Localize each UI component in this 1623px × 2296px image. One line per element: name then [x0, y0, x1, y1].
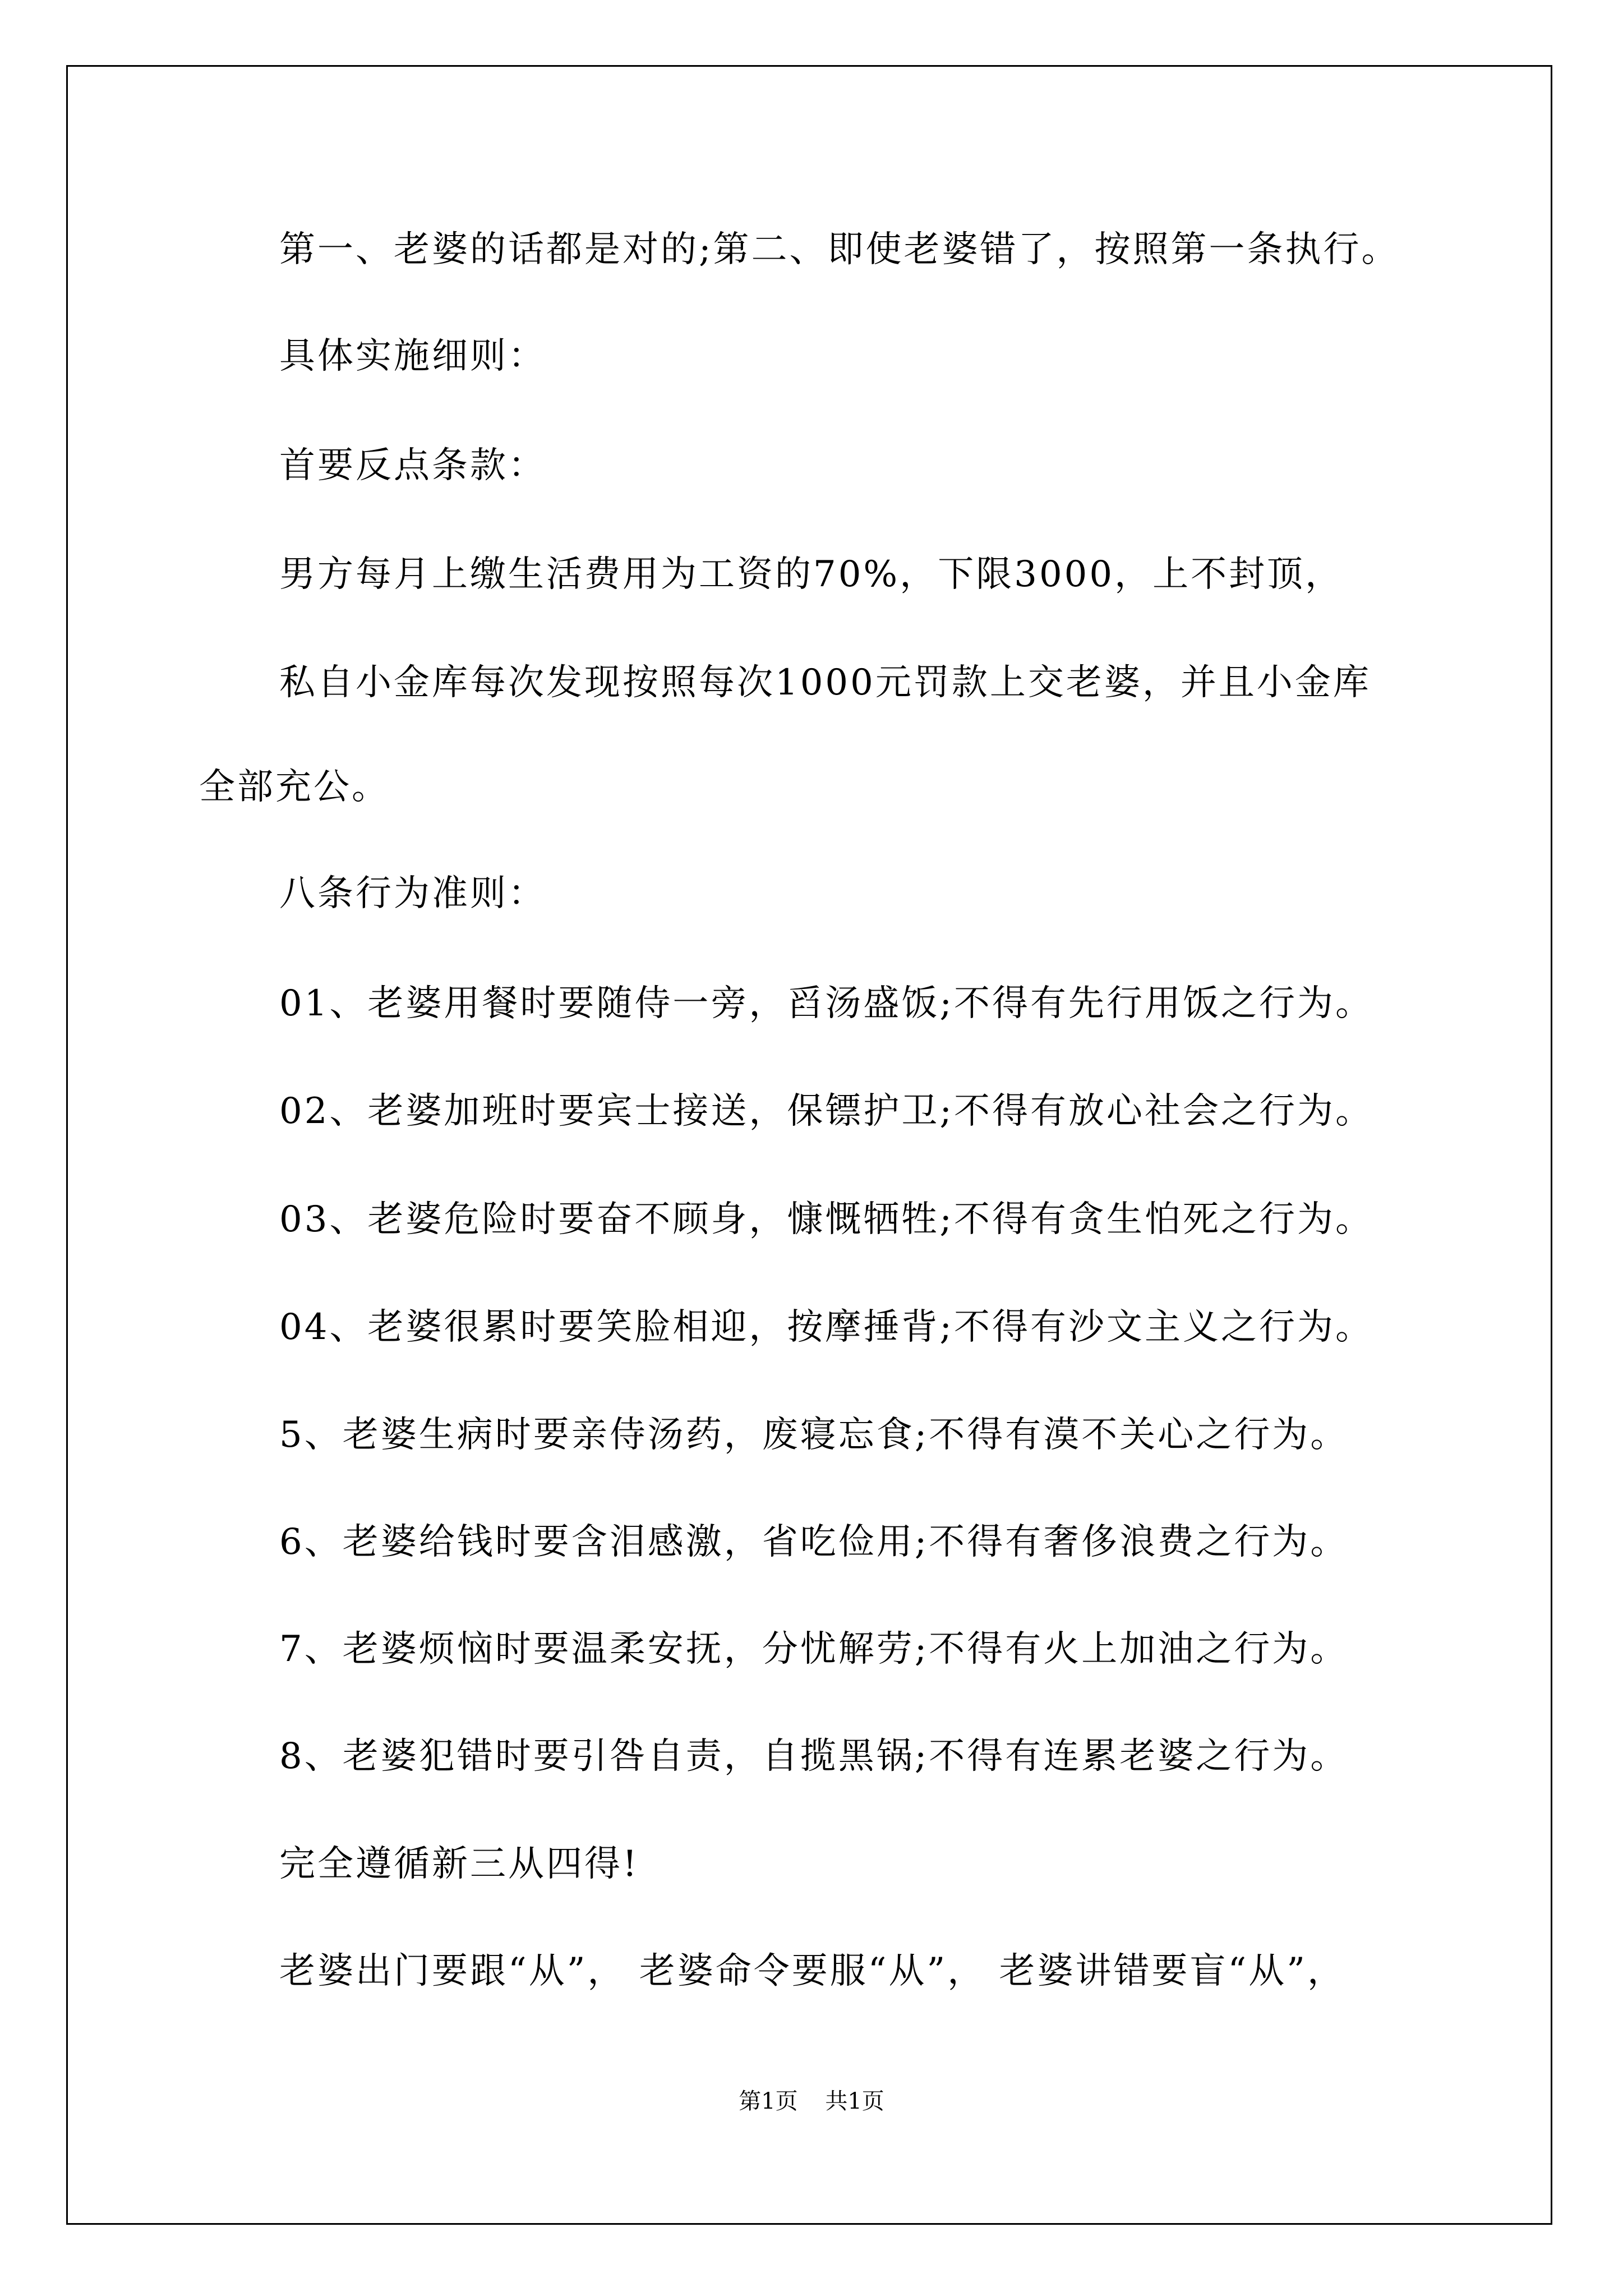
paragraph-obediences: 老婆出门要跟“从”， 老婆命令要服“从”， 老婆讲错要盲“从”， — [279, 1950, 1345, 1992]
rule-item-01: 01、老婆用餐时要随侍一旁，舀汤盛饭;不得有先行用饭之行为。 — [279, 983, 1373, 1024]
rule-item-8: 8、老婆犯错时要引咎自责，自揽黑锅;不得有连累老婆之行为。 — [279, 1736, 1349, 1777]
rule-item-04: 04、老婆很累时要笑脸相迎，按摩捶背;不得有沙文主义之行为。 — [279, 1306, 1373, 1348]
heading-three-obediences: 完全遵循新三从四得! — [279, 1843, 639, 1885]
rule-item-6: 6、老婆给钱时要含泪感激，省吃俭用;不得有奢侈浪费之行为。 — [279, 1521, 1349, 1563]
page-total: 共1页 — [825, 2088, 884, 2114]
heading-eight-rules: 八条行为准则： — [279, 873, 546, 914]
paragraph-living-expenses: 男方每月上缴生活费用为工资的70%，下限3000，上不封顶， — [279, 554, 1344, 595]
paragraph-principles: 第一、老婆的话都是对的;第二、即使老婆错了，按照第一条执行。 — [279, 229, 1400, 270]
paragraph-private-stash: 私自小金库每次发现按照每次1000元罚款上交老婆，并且小金库 — [279, 662, 1371, 703]
rule-item-03: 03、老婆危险时要奋不顾身，慷慨牺牲;不得有贪生怕死之行为。 — [279, 1199, 1373, 1240]
paragraph-private-stash-continued: 全部充公。 — [199, 766, 390, 808]
heading-detailed-rules: 具体实施细则： — [279, 335, 546, 377]
rule-item-7: 7、老婆烦恼时要温柔安抚，分忧解劳;不得有火上加油之行为。 — [279, 1628, 1349, 1670]
heading-primary-clauses: 首要反点条款： — [279, 445, 546, 486]
page-footer — [0, 2086, 1623, 2117]
rule-item-02: 02、老婆加班时要宾士接送，保镖护卫;不得有放心社会之行为。 — [279, 1091, 1373, 1132]
rule-item-5: 5、老婆生病时要亲侍汤药，废寝忘食;不得有漠不关心之行为。 — [279, 1414, 1349, 1456]
page-number: 第1页 — [739, 2088, 798, 2114]
page-border — [66, 65, 1552, 2225]
